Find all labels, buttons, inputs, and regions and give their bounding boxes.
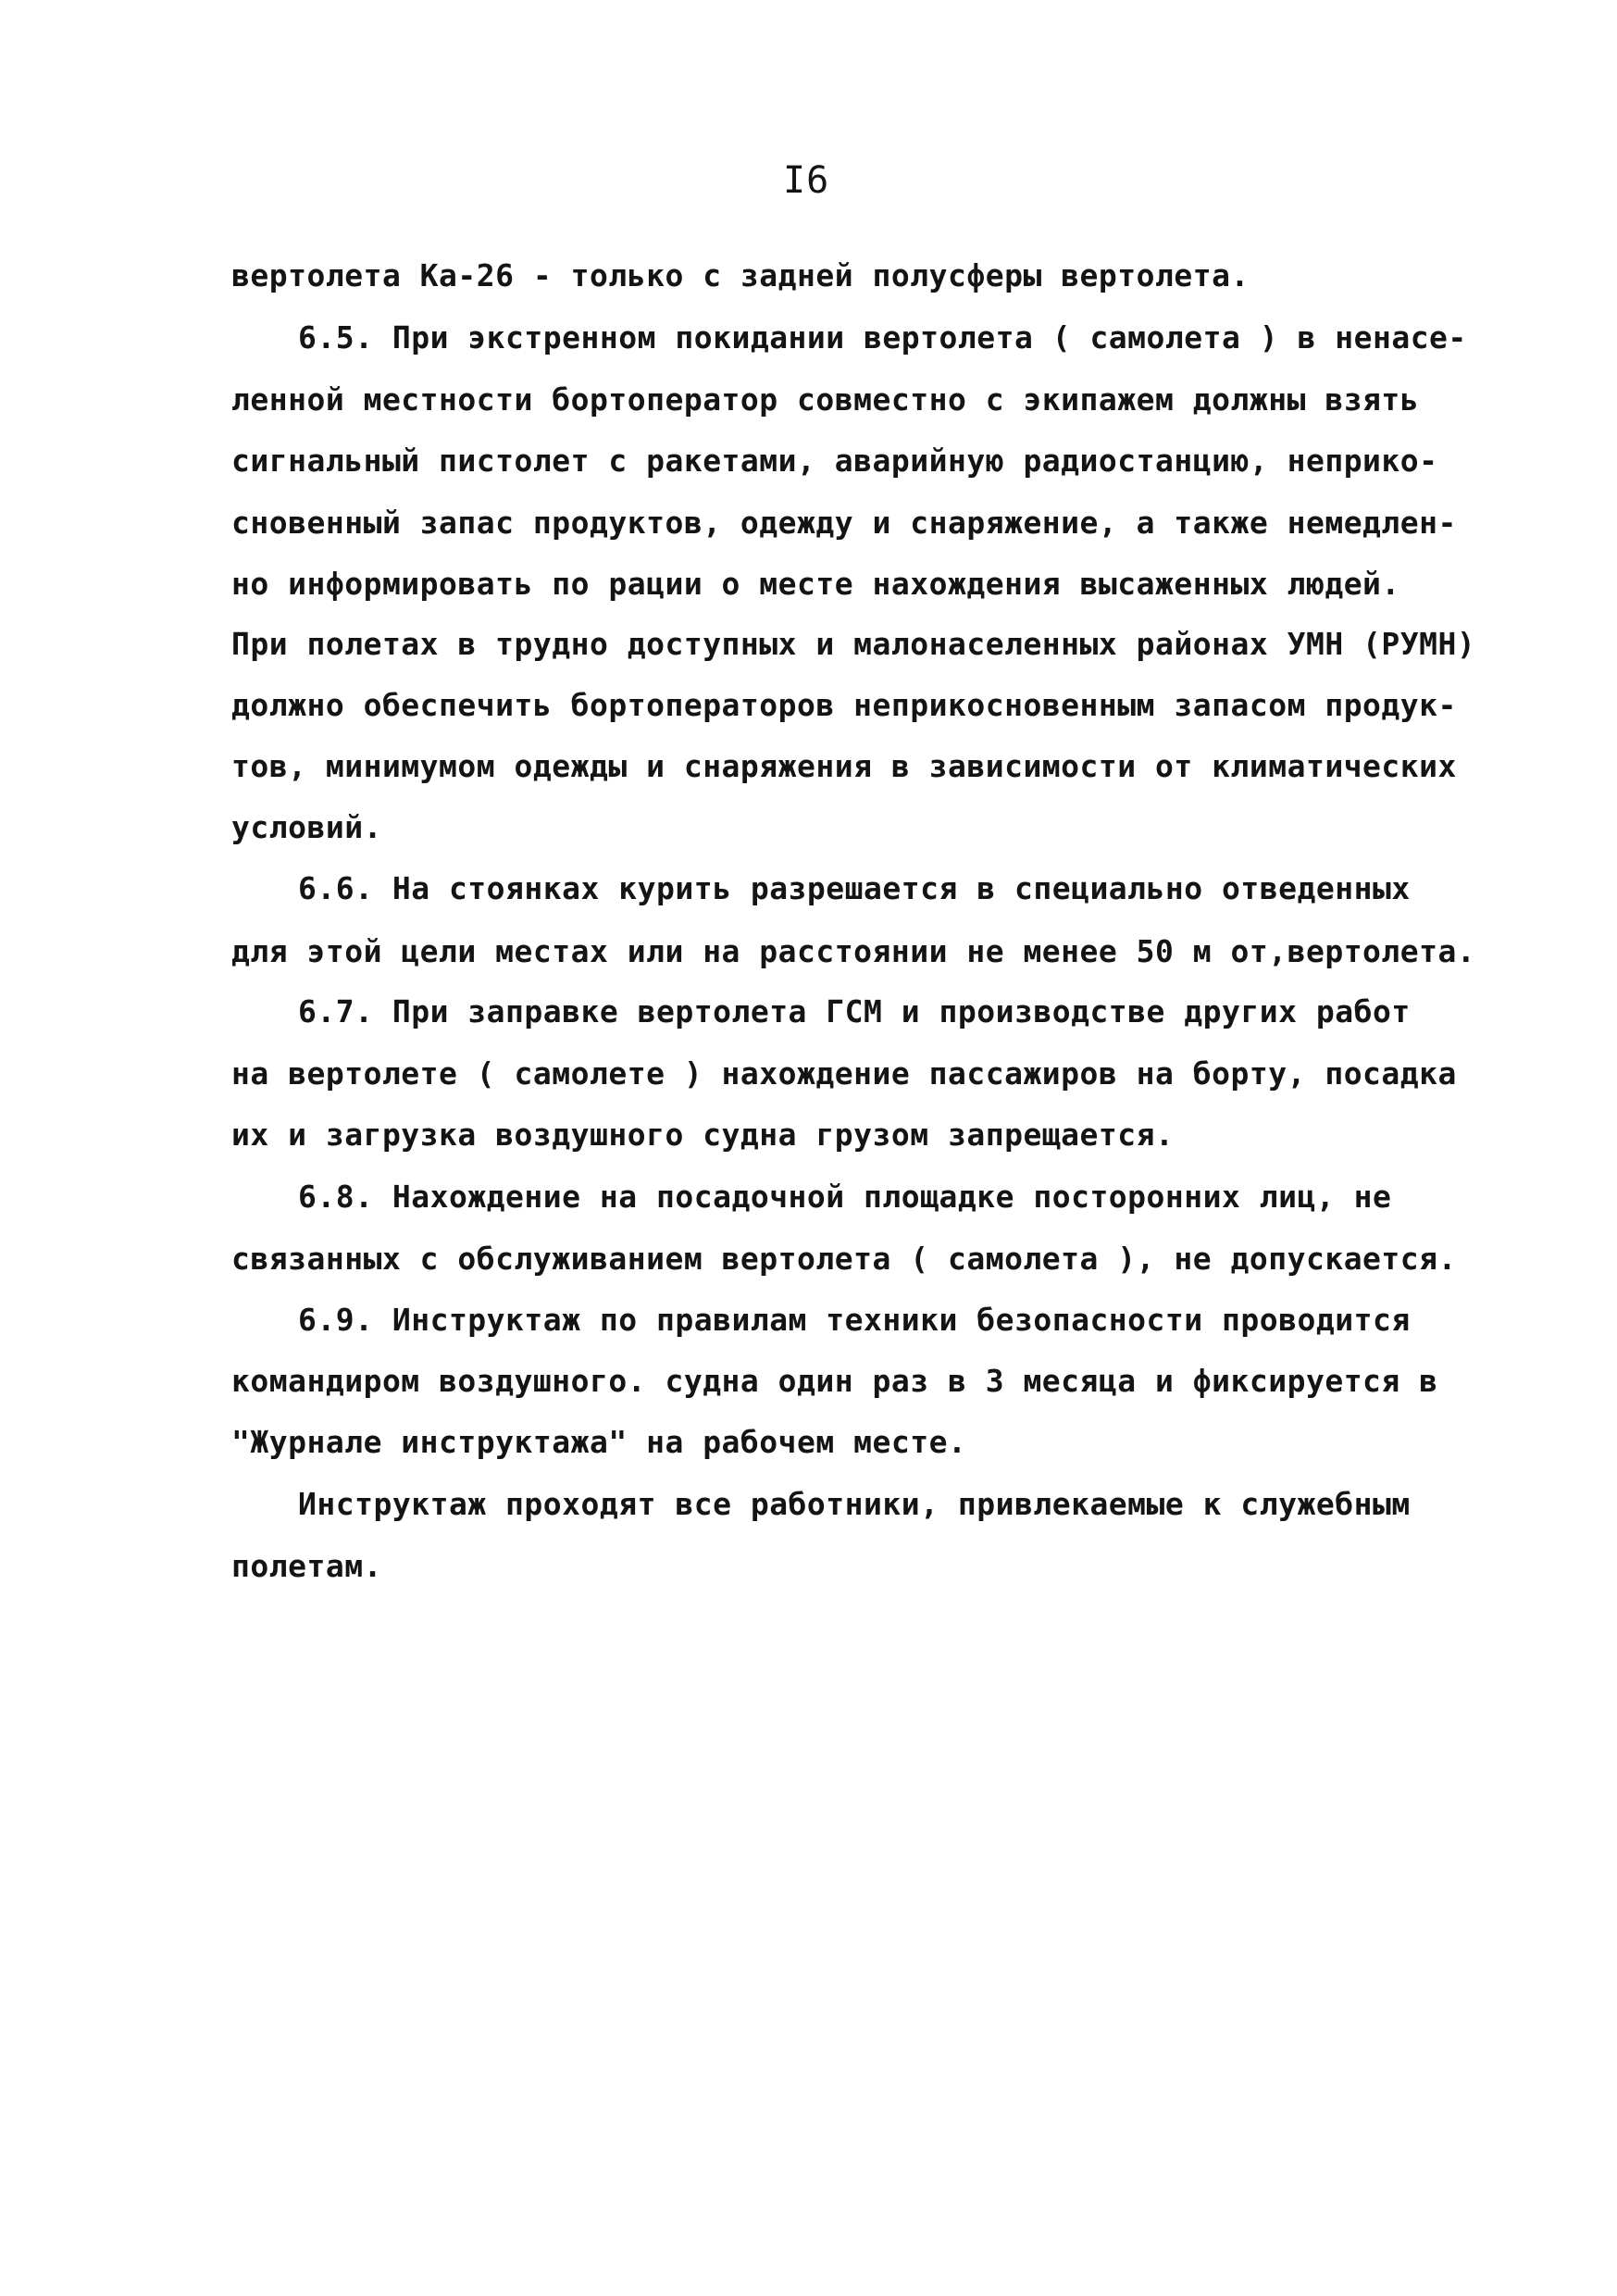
text-line: 6.6. На стоянках курить разрешается в специально отведенных [298,870,1411,906]
text-line: связанных с обслуживанием вертолета ( самолета ), не допускается. [231,1241,1457,1277]
text-line: но информировать по рации о месте нахождения высаженных людей. [231,566,1400,602]
text-line: Инструктаж проходят все работники, привлекаемые к служебным [298,1486,1411,1522]
text-line: для этой цели местах или на расстоянии не менее 50 м от,вертолета. [231,933,1476,969]
text-line: При полетах в трудно доступных и малонаселенных районах УМН (РУМН) [231,626,1476,662]
text-line: сигнальный пистолет с ракетами, аварийную радиостанцию, неприко- [231,443,1438,479]
text-line: ленной местности бортоператор совместно с экипажем должны взять [231,381,1420,418]
page-number: I6 [783,159,830,202]
text-line: условий. [231,809,382,845]
text-line: 6.9. Инструктаж по правилам техники безопасности проводится [298,1302,1411,1338]
text-line: 6.8. Нахождение на посадочной площадке посторонних лиц, не [298,1179,1392,1215]
text-line: командиром воздушного. судна один раз в 3 месяца и фиксируется в [231,1363,1438,1399]
text-line: вертолета Ка-26 - только с задней полусферы вертолета. [231,257,1250,293]
text-line: "Журнале инструктажа" на рабочем месте. [231,1424,967,1460]
text-line: должно обеспечить бортоператоров неприкосновенным запасом продук- [231,687,1457,723]
text-line: их и загрузка воздушного судна грузом запрещается. [231,1117,1175,1153]
text-line: тов, минимумом одежды и снаряжения в зависимости от климатических [231,748,1457,784]
text-line: полетам. [231,1548,382,1584]
text-line: на вертолете ( самолете ) нахождение пассажиров на борту, посадка [231,1055,1457,1092]
text-line: сновенный запас продуктов, одежду и снаряжение, а также немедлен- [231,505,1457,541]
text-line: 6.7. При заправке вертолета ГСМ и производстве других работ [298,993,1411,1029]
text-line: 6.5. При экстренном покидании вертолета ( самолета ) в ненасе- [298,319,1467,356]
